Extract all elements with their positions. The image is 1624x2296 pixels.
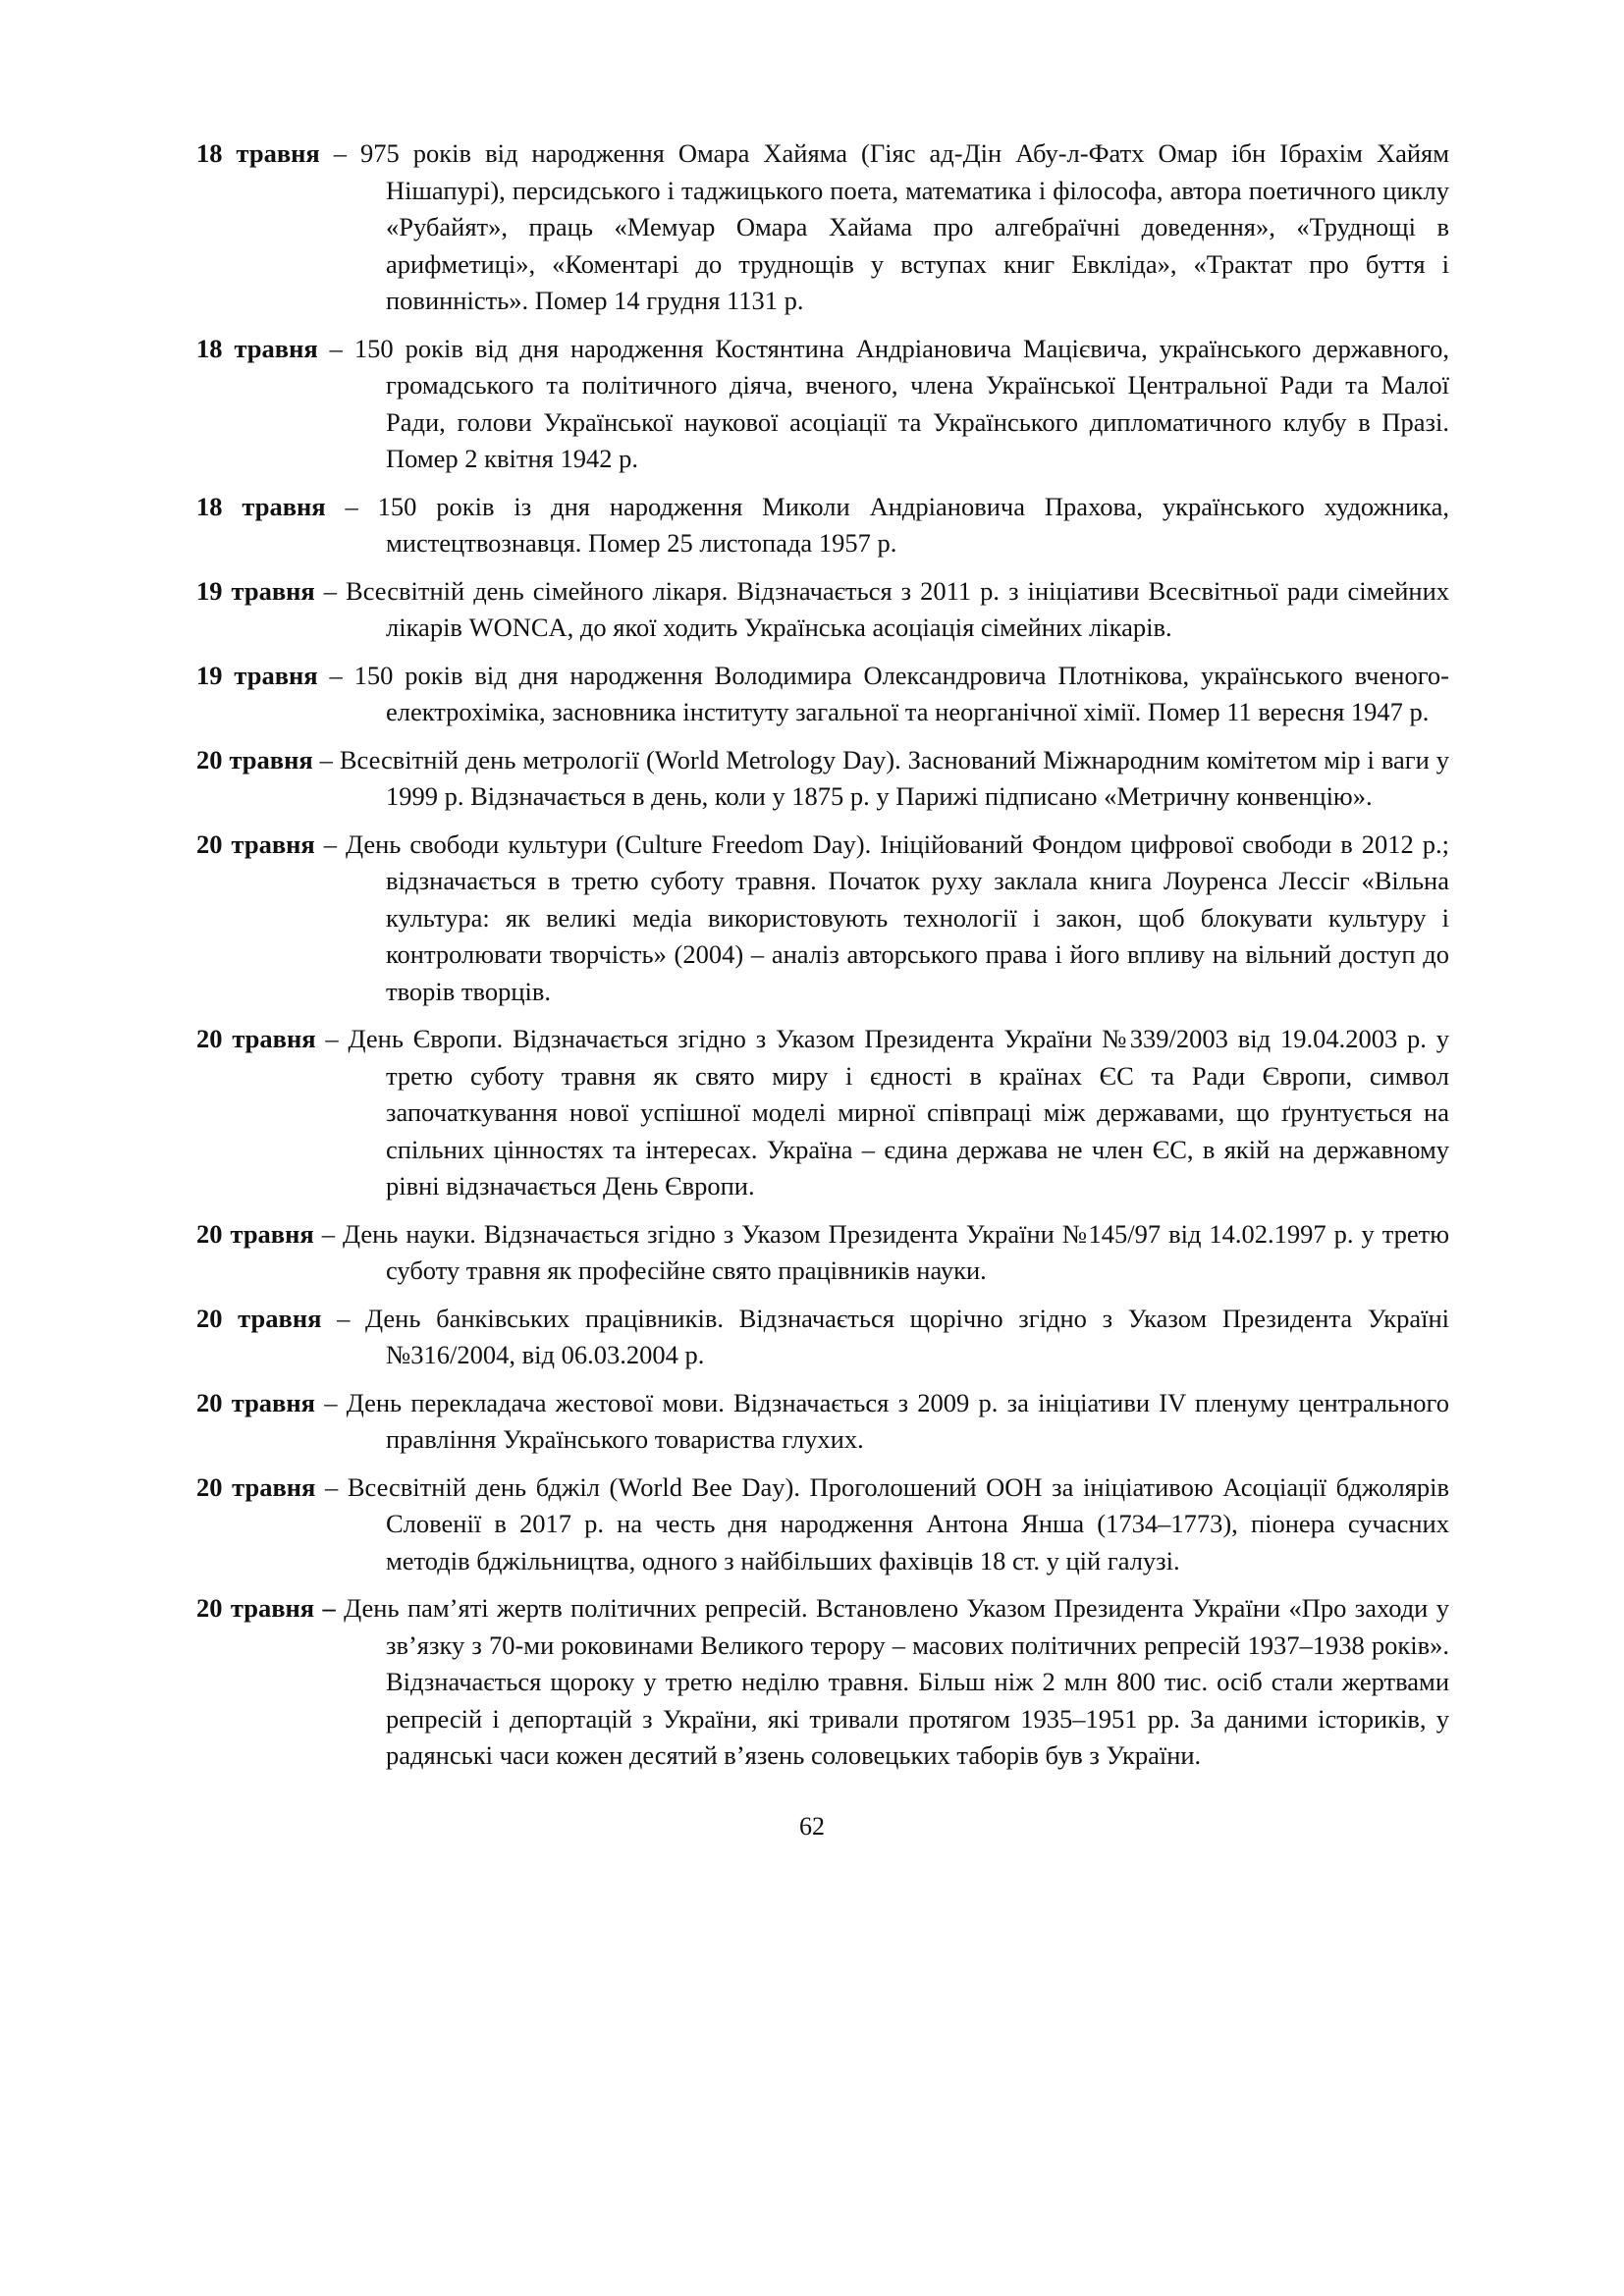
entry-date: 19 травня (196, 660, 318, 690)
entry-date: 20 травня (196, 1471, 316, 1502)
entry-text: – День науки. Відзначається згідно з Указом Президента України №145/97 від 14.02.1997 р. у третю суботу травня як професійне свято працівників науки. (313, 1218, 1450, 1285)
entry-date: 20 травня (196, 828, 315, 859)
entry-text: – Всесвітній день бджіл (World Bee Day). Проголошений ООН за ініціативою Асоціації бджолярів Словенії в 2017 р. на честь дня народження Антона Янша (1734–1773), піонера сучасних методів бджільництва, одного з найбільших фахівців 18 ст. у цій галузі. (315, 1471, 1450, 1575)
entry-text: – Всесвітній день метрології (World Metrology Day). Заснований Міжнародним комітетом мір і ваги у 1999 р. Відзначається в день, коли у 1875 р. у Парижі підписано «Метричну конвенцію». (312, 744, 1449, 811)
entry-text: – 150 років від дня народження Володимира Олександровича Плотнікова, українського вченого-електрохіміка, засновника інституту загальної та неорганічної хімії. Помер 11 вересня 1947 р. (317, 660, 1449, 726)
calendar-entry (196, 1590, 1449, 1775)
entry-date: 18 травня (196, 333, 318, 363)
entry-date: 20 травня (196, 1303, 322, 1333)
calendar-entry (196, 827, 1449, 1011)
calendar-entry (196, 742, 1449, 816)
entry-date: 20 травня (196, 1024, 316, 1053)
calendar-entry (196, 1216, 1449, 1290)
calendar-entry (196, 331, 1449, 478)
entry-date: 18 травня (196, 138, 320, 168)
calendar-entry (196, 658, 1449, 731)
calendar-entry (196, 1301, 1449, 1374)
calendar-entry (196, 1469, 1449, 1580)
calendar-entry (196, 135, 1449, 320)
calendar-entry (196, 573, 1449, 647)
entry-date: 20 травня (196, 744, 313, 774)
calendar-entry (196, 1385, 1449, 1459)
entry-date: 19 травня (196, 575, 315, 606)
entry-date: 20 травня – (196, 1593, 336, 1623)
entry-text: – День перекладача жестової мови. Відзначається з 2009 р. за ініціативи IV пленуму центрального правління Українського товариства глухих. (314, 1387, 1449, 1454)
entry-text: – День Європи. Відзначається згідно з Указом Президента України №339/2003 від 19.04.2003 р. у третю суботу травня як свято миру і єдності в країнах ЄС та Ради Європи, символ започаткування нової успішної моделі мирної співпраці між державами, що ґрунтується на спільних цінностях та інтересах. Україна – єдина держава не член ЄС, в якій на державному рівні відзначається День Європи. (315, 1024, 1449, 1201)
page-number: 62 (799, 1812, 825, 1841)
entry-text: День пам’яті жертв політичних репресій. Встановлено Указом Президента України «Про заходи у зв’язку з 70-ми роковинами Великого терору – масових політичних репресій 1937–1938 років». Відзначається щороку у третю неділю травня. Більш ніж 2 млн 800 тис. осіб стали жертвами репресій і депортацій з України, які тривали протягом 1935–1951 рр. За даними істориків, у радянські часи кожен десятий в’язень соловецьких таборів був з України. (335, 1593, 1449, 1770)
entry-date: 18 травня (196, 491, 326, 521)
entry-text: – 150 років із дня народження Миколи Андріановича Прахова, українського художника, мистецтвознавця. Помер 25 листопада 1957 р. (325, 491, 1449, 558)
calendar-entry (196, 1021, 1449, 1205)
entry-date: 20 травня (196, 1218, 314, 1249)
entry-text: – Всесвітній день сімейного лікаря. Відзначається з 2011 р. з ініціативи Всесвітньої ради сімейних лікарів WONCA, до якої ходить Українська асоціація сімейних лікарів. (314, 575, 1449, 642)
calendar-entries (196, 135, 1449, 1786)
entry-text: – 975 років від народження Омара Хайяма (Гіяс ад-Дін Абу-л-Фатх Омар ібн Ібрахім Хайям Нішапурі), персидського і таджицького поета, математика і філософа, автора поетичного циклу «Рубайят», праць «Мемуар Омара Хайама про алгебраїчні доведення», «Труднощі в арифметиці», «Коментарі до труднощів у вступах книг Евкліда», «Трактат про буття і повинність». Помер 14 грудня 1131 р. (319, 138, 1449, 315)
entry-text: – 150 років від дня народження Костянтина Андріановича Мацієвича, українського державного, громадського та політичного діяча, вченого, члена Української Центральної Ради та Малої Ради, голови Української наукової асоціації та Українського дипломатичного клубу в Празі. Помер 2 квітня 1942 р. (317, 333, 1449, 473)
entry-date: 20 травня (196, 1387, 315, 1417)
entry-text: – День свободи культури (Culture Freedom Day). Ініційований Фондом цифрової свободи в 2012 р.; відзначається в третю суботу травня. Початок руху заклала книга Лоуренса Лессіг «Вільна культура: як великі медіа використовують технології і закон, щоб блокувати культуру і контролювати творчість» (2004) – аналіз авторського права і його впливу на вільний доступ до творів творців. (314, 828, 1449, 1006)
calendar-entry (196, 489, 1449, 562)
entry-text: – День банківських працівників. Відзначається щорічно згідно з Указом Президента Україні №316/2004, від 06.03.2004 р. (321, 1303, 1449, 1369)
